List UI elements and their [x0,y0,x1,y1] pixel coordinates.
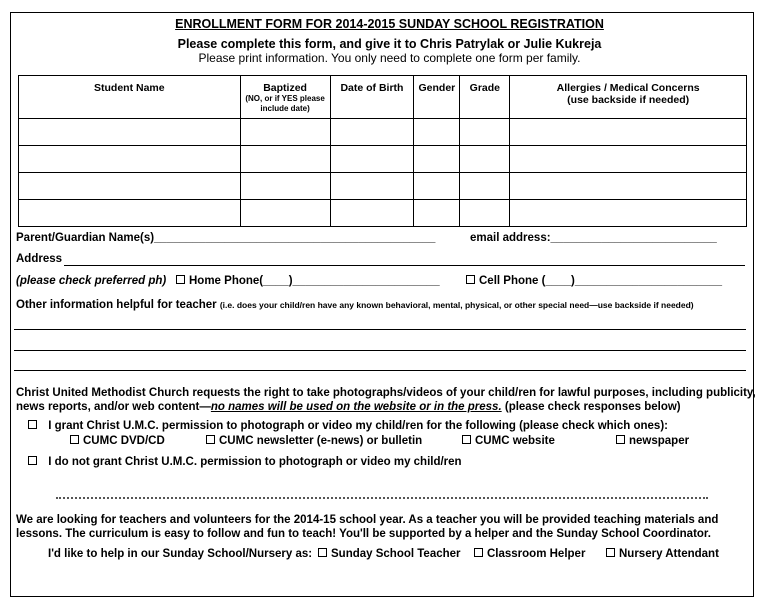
cell-baptized[interactable] [240,119,330,146]
cell-allergies[interactable] [510,200,747,227]
section-divider [56,497,708,499]
header-baptized-note: (NO, or if YES please include date) [245,94,325,113]
teacher-checkbox[interactable] [318,548,327,557]
cell-gender[interactable] [414,173,460,200]
newsletter-checkbox[interactable] [206,435,215,444]
cell-allergies[interactable] [510,173,747,200]
option-website[interactable]: CUMC website [462,435,555,447]
help-prompt: I'd like to help in our Sunday School/Nursery as: [48,548,313,560]
grant-permission-option[interactable]: I grant Christ U.M.C. permission to photograph or video my child/ren for the following (please check which ones): [28,420,668,432]
option-dvd[interactable]: CUMC DVD/CD [70,435,165,447]
cell-grade[interactable] [460,146,510,173]
cell-baptized[interactable] [240,200,330,227]
header-baptized: Baptized (NO, or if YES please include date) [240,76,330,119]
table-row [19,146,747,173]
email-field[interactable]: email address:__________________________ [470,232,717,244]
header-allergies: Allergies / Medical Concerns (use backside if needed) [510,76,747,119]
address-label: Address [16,253,63,265]
cell-student-name[interactable] [19,119,241,146]
option-newspaper[interactable]: newspaper [616,435,689,447]
form-instruction-primary: Please complete this form, and give it to Chris Patrylak or Julie Kukreja [177,37,602,51]
cell-student-name[interactable] [19,146,241,173]
cell-gender[interactable] [414,200,460,227]
cell-allergies[interactable] [510,146,747,173]
newspaper-checkbox[interactable] [616,435,625,444]
student-table [18,75,747,227]
cell-grade[interactable] [460,119,510,146]
cell-dob[interactable] [330,146,414,173]
option-teacher[interactable]: Sunday School Teacher [318,548,461,560]
header-grade: Grade [460,76,510,119]
address-line[interactable] [64,265,745,266]
cell-phone-option[interactable]: Cell Phone (____)_______________________ [466,275,722,287]
header-student-name: Student Name [19,76,241,119]
preferred-phone-label: (please check preferred ph) [16,275,167,287]
parent-name-field[interactable]: Parent/Guardian Name(s)____________________________________________ [16,232,436,244]
cell-allergies[interactable] [510,119,747,146]
table-row [19,173,747,200]
table-row [19,200,747,227]
home-phone-checkbox[interactable] [176,275,185,284]
cell-dob[interactable] [330,200,414,227]
helper-checkbox[interactable] [474,548,483,557]
option-newsletter[interactable]: CUMC newsletter (e-news) or bulletin [206,435,422,447]
cell-student-name[interactable] [19,200,241,227]
volunteer-text-2: lessons. The curriculum is easy to follow and fun to teach! You'll be supported by a helper and the Sunday School Coordinator. [16,528,711,540]
other-info-label: Other information helpful for teacher (i.e. does your child/ren have any known behavioral, mental, physical, or other special need—use backside if needed) [16,299,694,311]
cell-baptized[interactable] [240,173,330,200]
home-phone-option[interactable]: Home Phone(____)_______________________ [176,275,440,287]
nursery-checkbox[interactable] [606,548,615,557]
cell-dob[interactable] [330,173,414,200]
form-title: ENROLLMENT FORM FOR 2014-2015 SUNDAY SCHOOL REGISTRATION [175,17,604,31]
option-nursery[interactable]: Nursery Attendant [606,548,719,560]
cell-phone-checkbox[interactable] [466,275,475,284]
website-checkbox[interactable] [462,435,471,444]
form-instruction-secondary: Please print information. You only need to complete one form per family. [198,51,581,65]
cell-grade[interactable] [460,200,510,227]
cell-baptized[interactable] [240,146,330,173]
no-names-note: no names will be used on the website or in the press. [210,401,502,413]
cell-gender[interactable] [414,146,460,173]
deny-permission-option[interactable]: I do not grant Christ U.M.C. permission to photograph or video my child/ren [28,456,462,468]
dvd-checkbox[interactable] [70,435,79,444]
header-gender: Gender [414,76,460,119]
photo-request-text: Christ United Methodist Church requests the right to take photographs/videos of your child/ren for lawful purposes, including publicity, [16,387,756,399]
cell-gender[interactable] [414,119,460,146]
cell-grade[interactable] [460,173,510,200]
deny-permission-checkbox[interactable] [28,456,37,465]
cell-student-name[interactable] [19,173,241,200]
other-info-line[interactable] [14,370,746,371]
volunteer-text: We are looking for teachers and volunteers for the 2014-15 school year. As a teacher you will be provided teaching materials and [16,514,719,526]
photo-request-text-2: news reports, and/or web content—no names will be used on the website or in the press. (please check responses below) [16,401,681,413]
option-helper[interactable]: Classroom Helper [474,548,585,560]
other-info-line[interactable] [14,350,746,351]
header-allergies-note: (use backside if needed) [567,94,690,106]
header-dob: Date of Birth [330,76,414,119]
other-info-note: (i.e. does your child/ren have any known behavioral, mental, physical, or other special need—use backside if needed) [219,300,694,310]
grant-permission-checkbox[interactable] [28,420,37,429]
other-info-line[interactable] [14,329,746,330]
cell-dob[interactable] [330,119,414,146]
table-row [19,119,747,146]
